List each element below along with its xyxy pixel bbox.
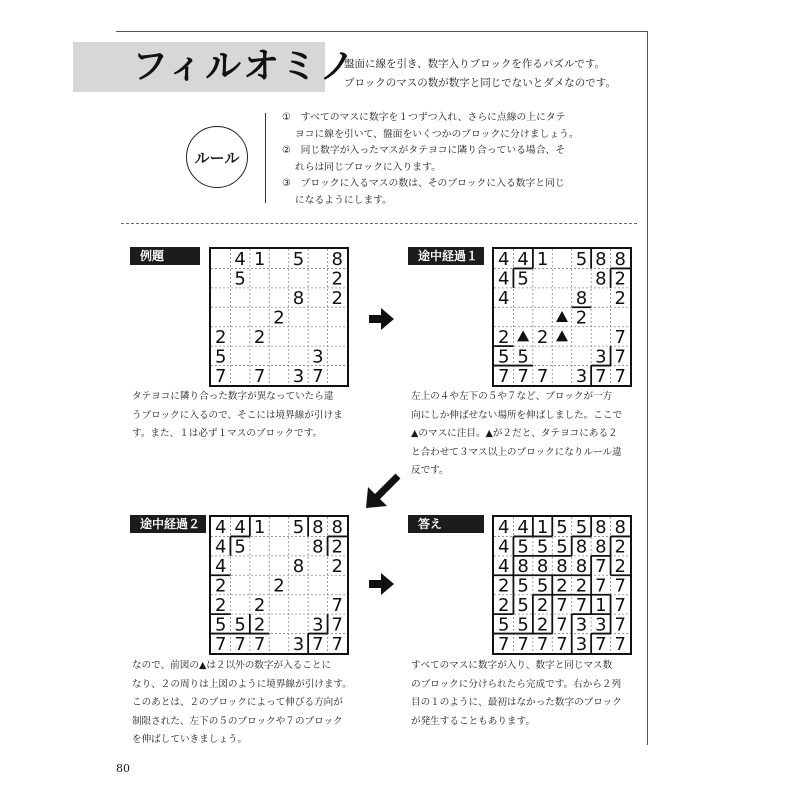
caption-line: が発生することもあります。	[411, 715, 535, 727]
grid-cell-number: 7	[331, 594, 344, 616]
grid-cell-number: 2	[614, 556, 627, 578]
grid-cell-number: 7	[614, 346, 627, 368]
grid-cell-number: 2	[253, 594, 266, 616]
caption-line: のブロックに分けられたら完成です。右から２列	[411, 678, 622, 690]
panel-label-example: 例題	[130, 247, 200, 265]
grid-cell-number: 7	[614, 326, 627, 348]
grid-cell-number: 4	[497, 268, 510, 290]
grid-cell-number: 5	[575, 249, 588, 271]
grid-cell-number: 7	[595, 556, 607, 578]
grid-cell-number: 8	[556, 556, 568, 578]
grid-cell-number: 3	[595, 346, 607, 368]
caption-line: を伸ばしていきましょう。	[132, 734, 248, 746]
triangle-marker-icon	[556, 330, 568, 341]
grid-cell-number: 3	[575, 633, 588, 653]
grid-cell-number: 8	[575, 288, 588, 310]
grid-cell-number: 1	[253, 249, 266, 271]
grid-cell-number: 8	[575, 536, 588, 558]
grid-cell-number: 4	[214, 536, 227, 558]
grid-cell-number: 2	[273, 575, 285, 597]
grid-cell-number: 7	[331, 633, 344, 653]
grid-cell-number: 5	[536, 575, 549, 597]
grid-cell-number: 8	[614, 249, 627, 271]
grid-cell-number: 1	[595, 594, 607, 616]
grid-cell-number: 8	[331, 517, 344, 539]
triangle-marker-icon	[556, 311, 568, 322]
grid-cell-number: 7	[214, 365, 227, 385]
grid-cell-number: 5	[575, 517, 588, 539]
grid-cell-number: 5	[517, 575, 529, 597]
grid-cell-number: 4	[497, 517, 510, 539]
grid-cell-number: 7	[614, 633, 627, 653]
puzzle-grid-progress-1	[492, 247, 632, 387]
grid-cell-number: 5	[292, 249, 305, 271]
grid-cell-number: 7	[497, 633, 510, 653]
right-arrow-icon	[369, 307, 395, 331]
grid-cell-number: 3	[312, 614, 324, 636]
grid-cell-number: 5	[517, 268, 529, 290]
panel-label-progress-2: 途中経過２	[130, 515, 206, 533]
grid-cell-number: 2	[536, 326, 549, 348]
grid-cell-number: 5	[517, 536, 529, 558]
caption-answer	[411, 657, 622, 731]
grid-cell-number: 5	[517, 594, 529, 616]
grid-cell-number: 4	[234, 517, 246, 539]
grid-cell-number: 2	[614, 536, 627, 558]
grid-cell-number: 7	[614, 575, 627, 597]
caption-line: 制限された、左下の５のブロックや７のブロック	[132, 715, 343, 727]
grid-cell-number: 5	[536, 536, 549, 558]
grid-cell-number: 5	[214, 614, 227, 636]
grid-cell-number: 2	[556, 575, 568, 597]
puzzle-grid-answer	[492, 515, 632, 655]
grid-cell-number: 2	[331, 288, 344, 310]
rule-line: ② 同じ数字が入ったマスがタテヨコに隣り合っている場合、そ	[282, 145, 566, 157]
grid-cell-number: 1	[536, 249, 549, 271]
grid-cell-number: 7	[253, 365, 266, 385]
grid-cell-number: 5	[214, 346, 227, 368]
grid-cell-number: 2	[575, 307, 588, 329]
grid-cell-number: 7	[536, 633, 549, 653]
caption-progress-2	[132, 657, 352, 750]
grid-cell-number: 4	[497, 556, 510, 578]
grid-cell-number: 5	[234, 536, 246, 558]
grid-cell-number: 4	[517, 249, 529, 271]
grid-cell-number: 1	[536, 517, 549, 539]
grid-cell-number: 8	[595, 249, 607, 271]
grid-cell-number: 7	[556, 614, 568, 636]
grid-cell-number: 3	[595, 614, 607, 636]
caption-line: なので、前図の▲は２以外の数字が入ることに	[132, 660, 332, 671]
grid-cell-number: 5	[497, 614, 510, 636]
grid-cell-number: 4	[497, 288, 510, 310]
grid-cell-number: 3	[575, 614, 588, 636]
grid-cell-number: 2	[331, 556, 344, 578]
grid-cell-number: 5	[234, 268, 246, 290]
grid-cell-number: 5	[556, 536, 568, 558]
caption-example	[132, 388, 343, 444]
grid-cell-number: 7	[575, 594, 588, 616]
caption-line: うブロックに入るので、そこには境界線が引けま	[132, 409, 343, 421]
grid-cell-number: 4	[214, 556, 227, 578]
grid-cell-number: 2	[214, 326, 227, 348]
page-title: フィルオミノ	[132, 46, 358, 87]
rule-line: ③ ブロックに入るマスの数は、そのブロックに入る数字と同じ	[282, 178, 565, 190]
grid-cell-number: 7	[595, 575, 607, 597]
grid-cell-number: 2	[497, 575, 510, 597]
grid-cell-number: 7	[614, 365, 627, 385]
grid-cell-number: 7	[556, 594, 568, 616]
grid-cell-number: 7	[517, 365, 529, 385]
grid-cell-number: 4	[517, 517, 529, 539]
grid-cell-number: 7	[595, 365, 607, 385]
grid-cell-number: 5	[292, 517, 305, 539]
grid-cell-number: 7	[556, 633, 568, 653]
grid-cell-number: 7	[214, 633, 227, 653]
grid-cell-number: 7	[614, 614, 627, 636]
caption-line: 目の１のように、最初はなかった数字のブロック	[411, 697, 622, 709]
grid-cell-number: 7	[253, 633, 266, 653]
panel-label-progress-1: 途中経過１	[408, 247, 484, 265]
grid-cell-number: 8	[312, 536, 324, 558]
grid-cell-number: 7	[312, 365, 324, 385]
grid-cell-number: 4	[497, 536, 510, 558]
grid-cell-number: 5	[556, 517, 568, 539]
grid-cell-number: 2	[331, 536, 344, 558]
caption-line: なり、２の周りは上図のように境界線が引けます。	[132, 678, 352, 690]
grid-cell-number: 8	[575, 556, 588, 578]
rule-line: になるようにします。	[282, 194, 393, 206]
caption-line: と合わせて３マス以上のブロックになりルール違	[411, 446, 622, 458]
caption-line: す。また、１は必ず１マスのブロックです。	[132, 428, 323, 440]
grid-cell-number: 2	[497, 326, 510, 348]
grid-cell-number: 8	[312, 517, 324, 539]
rule-line: ヨコに線を引いて、盤面をいくつかのブロックに分けましょう。	[282, 128, 579, 140]
grid-cell-number: 2	[273, 307, 285, 329]
grid-cell-number: 2	[331, 268, 344, 290]
grid-cell-number: 1	[253, 517, 266, 539]
grid-cell-number: 2	[536, 594, 549, 616]
grid-cell-number: 7	[536, 365, 549, 385]
triangle-marker-icon	[517, 330, 529, 341]
grid-cell-number: 3	[312, 346, 324, 368]
grid-cell-number: 2	[214, 575, 227, 597]
grid-cell-number: 3	[575, 365, 588, 385]
grid-cell-number: 8	[517, 556, 529, 578]
rule-line: れらは同じブロックに入ります。	[282, 161, 441, 173]
grid-cell-number: 8	[595, 536, 607, 558]
grid-cell-number: 8	[595, 517, 607, 539]
grid-cell-number: 2	[497, 594, 510, 616]
grid-cell-number: 7	[312, 633, 324, 653]
caption-line: すべてのマスに数字が入り、数字と同じマス数	[411, 660, 613, 671]
grid-cell-number: 8	[595, 268, 607, 290]
grid-cell-number: 8	[292, 288, 305, 310]
puzzle-grid-example	[209, 247, 349, 387]
caption-line: ▲のマスに注目。▲が２だと、タテヨコにある２	[411, 428, 618, 440]
grid-cell-number: 7	[595, 633, 607, 653]
grid-cell-number: 7	[497, 365, 510, 385]
grid-cell-number: 2	[614, 288, 627, 310]
grid-cell-number: 5	[517, 346, 529, 368]
grid-cell-number: 8	[331, 249, 344, 271]
grid-cell-number: 3	[292, 633, 305, 653]
grid-cell-number: 4	[234, 249, 246, 271]
rules-text	[282, 110, 579, 210]
caption-line: このあとは、２のブロックによって伸びる方向が	[132, 697, 343, 709]
section-divider	[121, 223, 637, 224]
grid-cell-number: 7	[614, 594, 627, 616]
intro-line: 盤面に線を引き、数字入りブロックを作るパズルです。	[344, 58, 606, 70]
right-arrow-icon	[369, 572, 395, 596]
grid-cell-number: 2	[253, 326, 266, 348]
grid-cell-number: 7	[331, 614, 344, 636]
grid-cell-number: 2	[575, 575, 588, 597]
page-number: 80	[116, 762, 130, 775]
grid-cell-number: 4	[497, 249, 510, 271]
caption-line: 反です。	[411, 465, 449, 477]
grid-cell-number: 7	[517, 633, 529, 653]
grid-cell-number: 7	[234, 633, 246, 653]
grid-cell-number: 3	[292, 365, 305, 385]
caption-line: 向にしか伸ばせない場所を伸ばしました。ここで	[411, 409, 623, 421]
grid-cell-number: 5	[234, 614, 246, 636]
caption-line: タテヨコに隣り合った数字が異なっていたら違	[132, 391, 334, 402]
grid-cell-number: 5	[517, 614, 529, 636]
grid-cell-number: 8	[292, 556, 305, 578]
down-left-arrow-icon	[364, 473, 402, 511]
grid-cell-number: 5	[497, 346, 510, 368]
grid-cell-number: 2	[214, 594, 227, 616]
grid-cell-number: 8	[536, 556, 549, 578]
rule-line: ① すべてのマスに数字を１つずつ入れ、さらに点線の上にタテ	[282, 112, 566, 123]
caption-progress-1	[411, 388, 622, 481]
grid-cell-number: 2	[614, 268, 627, 290]
rule-badge: ルール	[186, 126, 248, 188]
grid-cell-number: 2	[536, 614, 549, 636]
grid-cell-number: 8	[614, 517, 627, 539]
intro-text	[344, 55, 616, 93]
caption-line: 左上の４や左下の５や７など、ブロックが一方	[411, 391, 613, 402]
grid-cell-number: 2	[253, 614, 266, 636]
intro-line: ブロックのマスの数が数字と同じでないとダメなのです。	[344, 77, 616, 89]
rule-divider	[265, 113, 266, 203]
puzzle-grid-progress-2	[209, 515, 349, 655]
grid-cell-number: 4	[214, 517, 227, 539]
panel-label-answer: 答え	[408, 515, 484, 533]
